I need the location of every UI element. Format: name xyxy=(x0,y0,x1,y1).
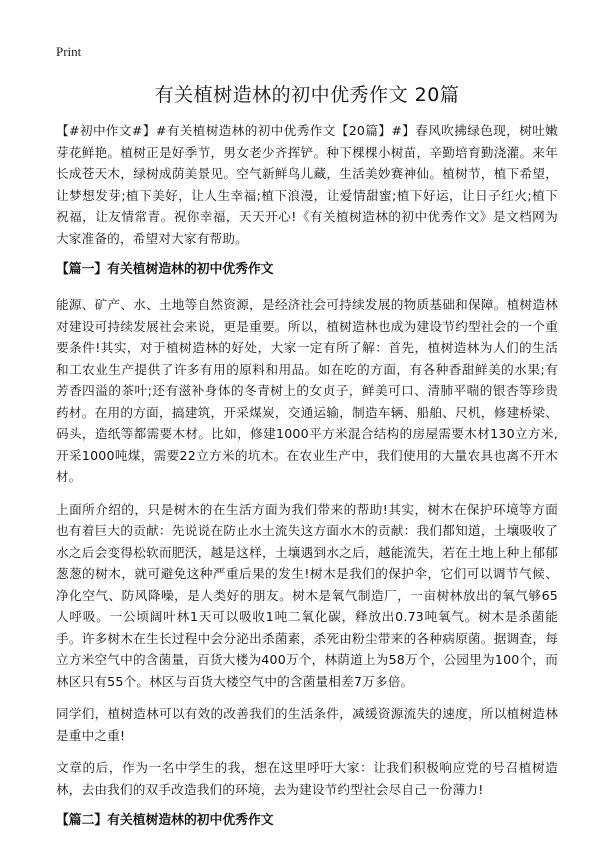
section1-paragraph-3: 同学们，植树造林可以有效的改善我们的生活条件，减缓资源流失的速度，所以植树造林是重中之重! xyxy=(56,706,558,743)
section-heading-2: 【篇二】有关植树造林的初中优秀作文 xyxy=(56,813,274,828)
section1-paragraph-2: 上面所介绍的，只是树木的在生活方面为我们带来的帮助!其实，树木在保护环境等方面也有着巨大的贡献：先说说在防止水土流失这方面水木的贡献：我们都知道，土壤吸收了水之后会变得松软而肥沃，越是这样，土壤遇到水之后，越能流失，若在土地上种上郁郁葱葱的树木，就可避免这种严重后果的发生!树木是我们的保护伞，它们可以调节气候、净化空气、防风降噪，是人类好的朋友。树木是氧气制造厂，一亩树林放出的氧气够65人呼吸。一公顷阔叶林1天可以吸收1吨二氧化碳，释放出0.73吨氧气。树木是杀菌能手。许多树木在生长过程中会分泌出杀菌素，杀死由粉尘带来的各种病原菌。据调查，每立方米空气中的含菌量，百货大楼为400万个，林荫道上为58万个，公园里为100个，而林区只有55个。林区与百货大楼空气中的含菌量相差7万多倍。 xyxy=(56,501,558,689)
section1-paragraph-1: 能源、矿产、水、土地等自然资源，是经济社会可持续发展的物质基础和保障。植树造林对建设可持续发展社会来说，更是重要。所以，植树造林也成为建设节约型社会的一个重要条件!其实，对于植树造林的好处，大家一定有所了解：首先，植树造林为人们的生活和工农业生产提供了许多有用的原料和用品。如在吃的方面，有各种香甜鲜美的水果;有芳香四溢的茶叶;还有滋补身体的冬青树上的女贞子，鲜美可口、清肺平喘的银杏等珍贵药材。在用的方面，搞建筑，开采煤炭，交通运输，制造车辆、船舶、尺机，修建桥梁、码头，造纸等都需要木材。比如，修建1000平方米混合结构的房屋需要木材130立方米,开采1000吨煤，需要22立方米的坑木。在农业生产中，我们使用的大量农具也离不开木材。 xyxy=(56,297,558,484)
print-link[interactable]: Print xyxy=(56,44,82,59)
section1-paragraph-4: 文章的后，作为一名中学生的我，想在这里呼吁大家：让我们积极响应党的号召植树造林，去由我们的双手改造我们的环境，去为建设节约型社会尽自己一份薄力! xyxy=(56,760,558,797)
section-heading-1: 【篇一】有关植树造林的初中优秀作文 xyxy=(56,262,274,277)
page-title: 有关植树造林的初中优秀作文 20篇 xyxy=(154,84,460,106)
intro-paragraph: 【#初中作文#】#有关植树造林的初中优秀作文【20篇】#】春风吹拂绿色现，树吐嫩芽花鲜艳。植树正是好季节，男女老少齐挥铲。种下棵棵小树苗，辛勤培育勤浇灌。来年长成苍天木，绿树成荫美景见。空气新鲜鸟儿藏，生活美妙赛神仙。植树节，植下希望，让梦想发芽;植下美好，让人生幸福;植下浪漫，让爱情甜蜜;植下好运，让日子红火;植下祝福，让友情常青。祝你幸福，天天开心!《有关植树造林的初中优秀作文》是文档网为大家准备的，希望对大家有帮助。 xyxy=(56,123,558,246)
document-body xyxy=(56,120,558,845)
